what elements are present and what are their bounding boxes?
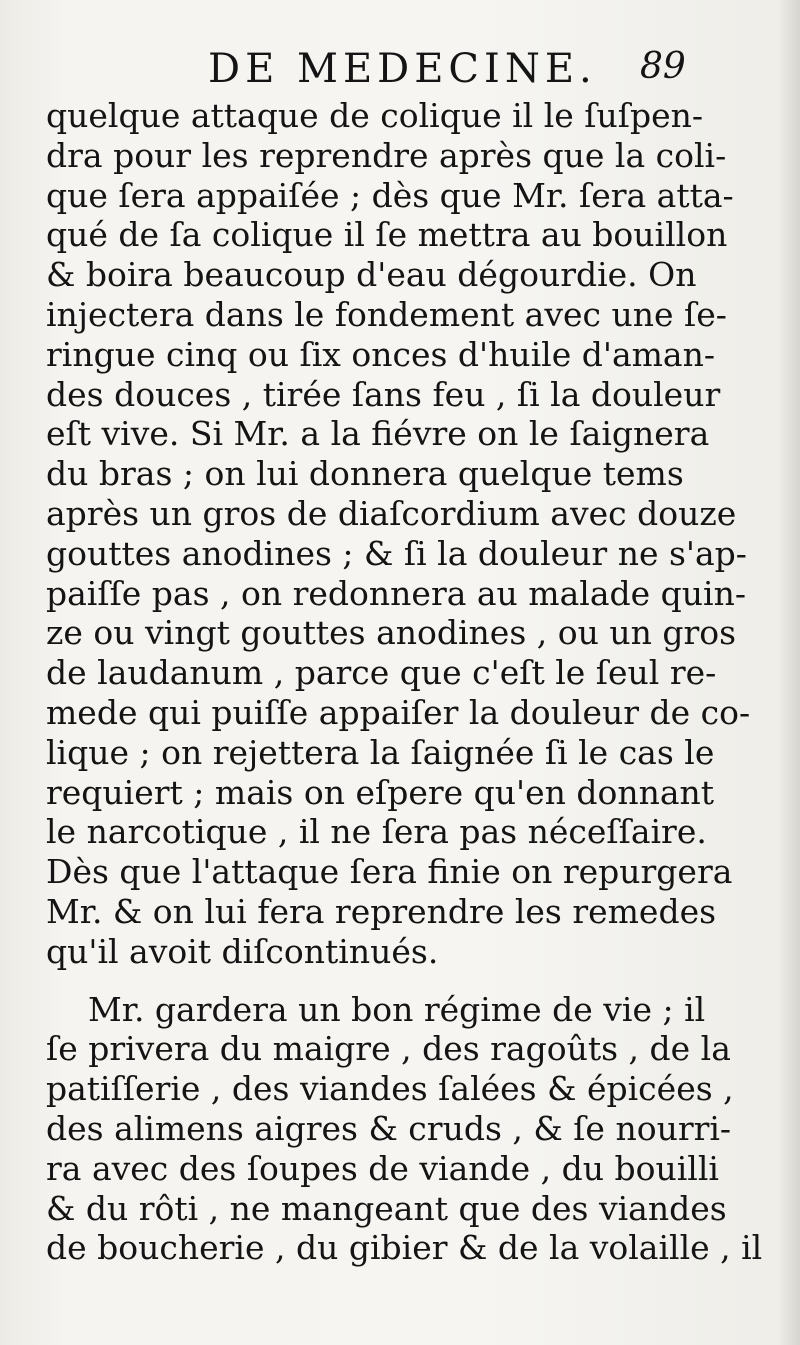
running-title: DE MEDECINE.: [208, 46, 597, 92]
text-line: que ſera appaiſée ; dès que Mr. ſera atta-: [46, 175, 734, 215]
paragraph: [46, 96, 751, 972]
text-line: des douces , tirée ſans feu , ſi la douleur: [46, 374, 721, 414]
text-line: Mr. & on lui fera reprendre les remedes: [46, 891, 717, 931]
paragraph: [46, 989, 763, 1269]
text-line: mede qui puiſſe appaiſer la douleur de co-: [46, 692, 751, 732]
text-line: ringue cinq ou ſix onces d'huile d'aman-: [46, 334, 715, 374]
text-line: injectera dans le fondement avec une ſe-: [46, 294, 727, 334]
text-line: patiſſerie , des viandes ſalées & épicées ,: [46, 1069, 734, 1109]
text-line: ra avec des ſoupes de viande , du bouilli: [46, 1148, 719, 1188]
text-line: & du rôti , ne mangeant que des viandes: [46, 1188, 727, 1228]
text-line: du bras ; on lui donnera quelque tems: [46, 454, 684, 494]
text-line: lique ; on rejettera la ſaignée ſi le cas le: [46, 732, 715, 772]
text-line: de laudanum , parce que c'eſt le ſeul re-: [46, 653, 717, 693]
text-line: des alimens aigres & cruds , & ſe nourri-: [46, 1108, 732, 1148]
text-line: de boucherie , du gibier & de la volaille , il: [46, 1228, 763, 1268]
page-edge-shadow: [778, 0, 800, 1345]
text-line: qué de ſa colique il ſe mettra au bouillon: [46, 215, 728, 255]
text-line: quelque attaque de colique il le ſuſpen-: [46, 96, 704, 135]
text-line: & boira beaucoup d'eau dégourdie. On: [46, 255, 697, 295]
text-line: le narcotique , il ne ſera pas néceſſaire.: [46, 812, 707, 852]
text-line: gouttes anodines ; & ſi la douleur ne s'ap-: [46, 533, 747, 573]
text-line: eſt vive. Si Mr. a la fiévre on le ſaignera: [46, 414, 710, 454]
page-header: [0, 42, 800, 102]
text-line: requiert ; mais on eſpere qu'en donnant: [46, 772, 715, 812]
text-line: après un gros de diaſcordium avec douze: [46, 493, 737, 533]
page-number: 89: [640, 46, 686, 87]
text-line: paiſſe pas , on redonnera au malade quin-: [46, 573, 746, 613]
text-line: Mr. gardera un bon régime de vie ; il: [88, 989, 706, 1029]
text-line: dra pour les reprendre après que la coli-: [46, 135, 727, 175]
text-line: qu'il avoit diſcontinués.: [46, 931, 439, 971]
text-line: Dès que l'attaque ſera finie on repurgera: [46, 852, 733, 892]
body-text: [46, 96, 763, 1268]
text-line: ſe privera du maigre , des ragoûts , de la: [46, 1029, 731, 1069]
text-line: ze ou vingt gouttes anodines , ou un gros: [46, 613, 737, 653]
